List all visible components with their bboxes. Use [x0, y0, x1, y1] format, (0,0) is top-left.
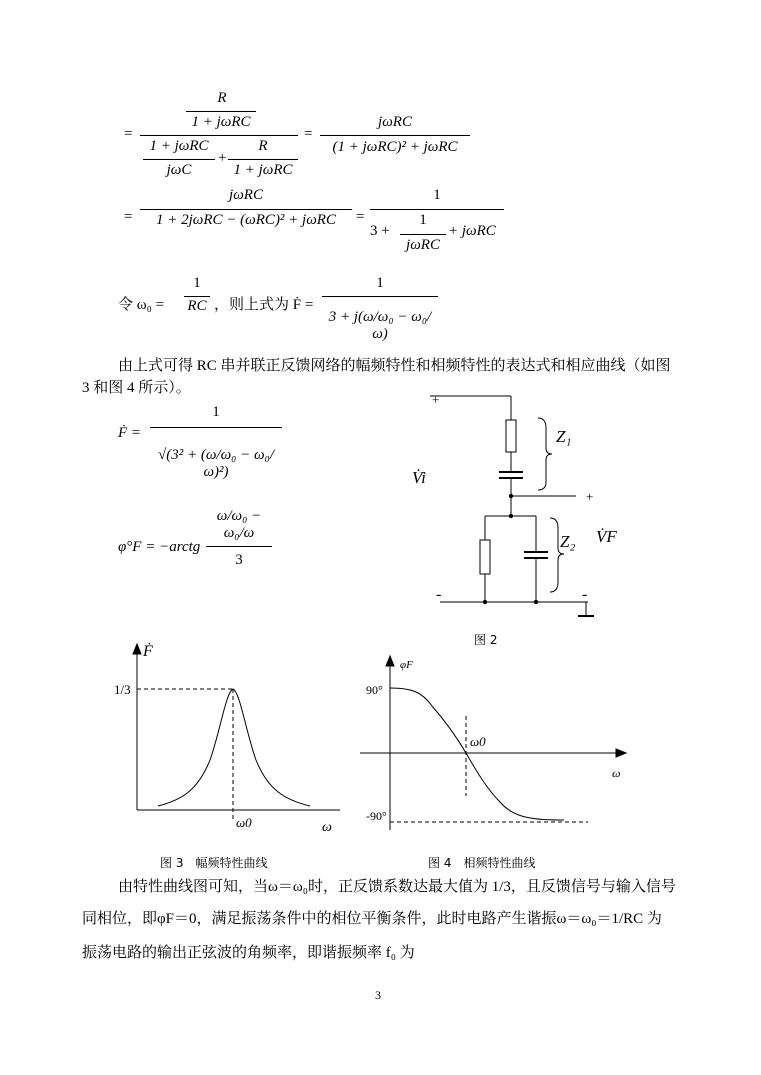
eq1-den-b-den: 1 + jωRC	[233, 162, 293, 178]
circuit-minus-left: -	[436, 586, 442, 603]
eq1-top-den: 1 + jωRC	[191, 114, 251, 130]
paragraph-conclusion-3: 振荡电路的输出正弦波的角频率，即谐振频率 f₀ 为	[82, 945, 415, 961]
amp-xlabel: ω	[322, 820, 332, 835]
eq1-main-bar	[140, 135, 298, 136]
eq3-mid: ，则上式为 Ḟ =	[214, 297, 314, 313]
eq1-top-inner-bar	[186, 111, 256, 112]
amp-caption: 图 3 幅频特性曲线	[160, 856, 268, 870]
eq2-lhs-eq: =	[124, 209, 133, 225]
phase-chart	[360, 650, 640, 840]
eq2-rhs-frac-den: jωRC	[406, 237, 440, 253]
circuit-plus-top: +	[432, 392, 440, 407]
eq1-den-a-bar	[143, 159, 215, 160]
amp-peak-label: 1/3	[114, 682, 131, 697]
eq1-lhs-eq: =	[124, 126, 133, 142]
eq2-bar	[140, 209, 352, 210]
circuit-z2-label: Z₂	[560, 532, 576, 551]
eq2-rhs-den-right: + jωRC	[448, 223, 496, 239]
phase-bottom-label: -90°	[366, 809, 387, 823]
eq3-frac-bar	[184, 296, 210, 297]
amp-formula-den: √(3² + (ω/ω₀ − ω₀/ω)²)	[157, 447, 274, 480]
phase-ylabel: φF	[400, 659, 413, 671]
eq1-plus: +	[218, 150, 227, 166]
brace-z2	[550, 518, 564, 592]
brace-z1	[538, 418, 552, 490]
paragraph-intro-cont: 3 和图 4 所示）。	[82, 380, 191, 396]
eq1-eq: =	[304, 126, 313, 142]
circuit-node	[509, 514, 513, 518]
amp-y-arrow	[133, 644, 141, 654]
amplitude-chart	[100, 640, 350, 850]
eq2-rhs-frac-num: 1	[419, 212, 427, 228]
phase-top-label: 90°	[366, 683, 383, 697]
circuit-caption: 图 2	[474, 633, 498, 647]
resistor-parallel	[480, 540, 490, 574]
circuit-diagram	[400, 390, 620, 650]
eq1-den-b-num: R	[258, 138, 268, 154]
eq1-rhs-bar	[320, 135, 470, 136]
eq1-den-a-den: jωC	[166, 162, 192, 178]
phase-x-arrow	[616, 749, 626, 757]
amp-curve	[158, 689, 310, 806]
phase-curve	[390, 688, 564, 820]
eq3-rhs-den: 3 + j(ω/ω₀ − ω₀/ω)	[328, 309, 432, 342]
eq1-top-num: R	[217, 90, 227, 106]
eq3-frac-den: RC	[187, 298, 207, 314]
phase-formula-num: ω/ω₀ − ω₀/ω	[216, 508, 262, 541]
eq2-rhs-bar	[370, 209, 504, 210]
resistor-series	[506, 420, 516, 452]
eq2-rhs-den-left: 3 +	[370, 223, 390, 239]
eq1-den-a-num: 1 + jωRC	[149, 138, 209, 154]
circuit-node	[483, 600, 487, 604]
phase-caption: 图 4 相频特性曲线	[428, 856, 536, 870]
phase-xlabel: ω	[612, 766, 621, 780]
page-number: 3	[375, 988, 381, 1002]
circuit-z1-label: Z₁	[556, 427, 572, 446]
eq3-rhs-num: 1	[376, 275, 384, 291]
amp-formula-num: 1	[212, 404, 220, 420]
circuit-plus-right: +	[586, 489, 594, 504]
amp-omega0-label: ω0	[236, 815, 252, 830]
amp-formula-lhs: Ḟ =	[118, 425, 142, 441]
phase-omega0-label: ω0	[470, 734, 486, 749]
eq2-rhs-frac-bar	[400, 234, 446, 235]
eq1-rhs-num: jωRC	[378, 114, 412, 130]
eq3-frac-num: 1	[193, 275, 201, 291]
eq1-den-b-bar	[228, 159, 298, 160]
amp-formula-bar	[150, 427, 282, 428]
circuit-vi-label: V̇i	[412, 468, 426, 487]
eq2-eq: =	[356, 209, 365, 225]
amp-ylabel: Ḟ	[143, 643, 153, 660]
eq1-rhs-den: (1 + jωRC)² + jωRC	[332, 139, 458, 155]
eq3-ling: 令 ω₀ =	[118, 297, 165, 313]
circuit-node	[534, 600, 538, 604]
phase-formula-bar	[206, 546, 272, 547]
paragraph-conclusion-1: 由特性曲线图可知，当ω＝ω₀时，正反馈系数达最大值为 1/3，且反馈信号与输入信号	[118, 879, 676, 895]
paragraph-conclusion-2: 同相位，即φF＝0，满足振荡条件中的相位平衡条件，此时电路产生谐振ω＝ω₀＝1/RC 为	[82, 911, 662, 927]
phase-y-arrow	[386, 656, 394, 666]
eq2-rhs-num: 1	[433, 187, 441, 203]
circuit-minus-right: -	[582, 586, 588, 603]
eq3-rhs-bar	[322, 296, 438, 297]
eq2-num: jωRC	[229, 187, 263, 203]
circuit-vf-label: V̇F	[596, 527, 617, 546]
paragraph-intro: 由上式可得 RC 串并联正反馈网络的幅频特性和相频特性的表达式和相应曲线（如图	[118, 358, 671, 374]
circuit-node	[509, 494, 513, 498]
phase-formula-den: 3	[235, 552, 243, 568]
eq2-den: 1 + 2jωRC − (ωRC)² + jωRC	[156, 212, 336, 228]
phase-formula-lhs: φ°F = −arctg	[118, 539, 201, 555]
